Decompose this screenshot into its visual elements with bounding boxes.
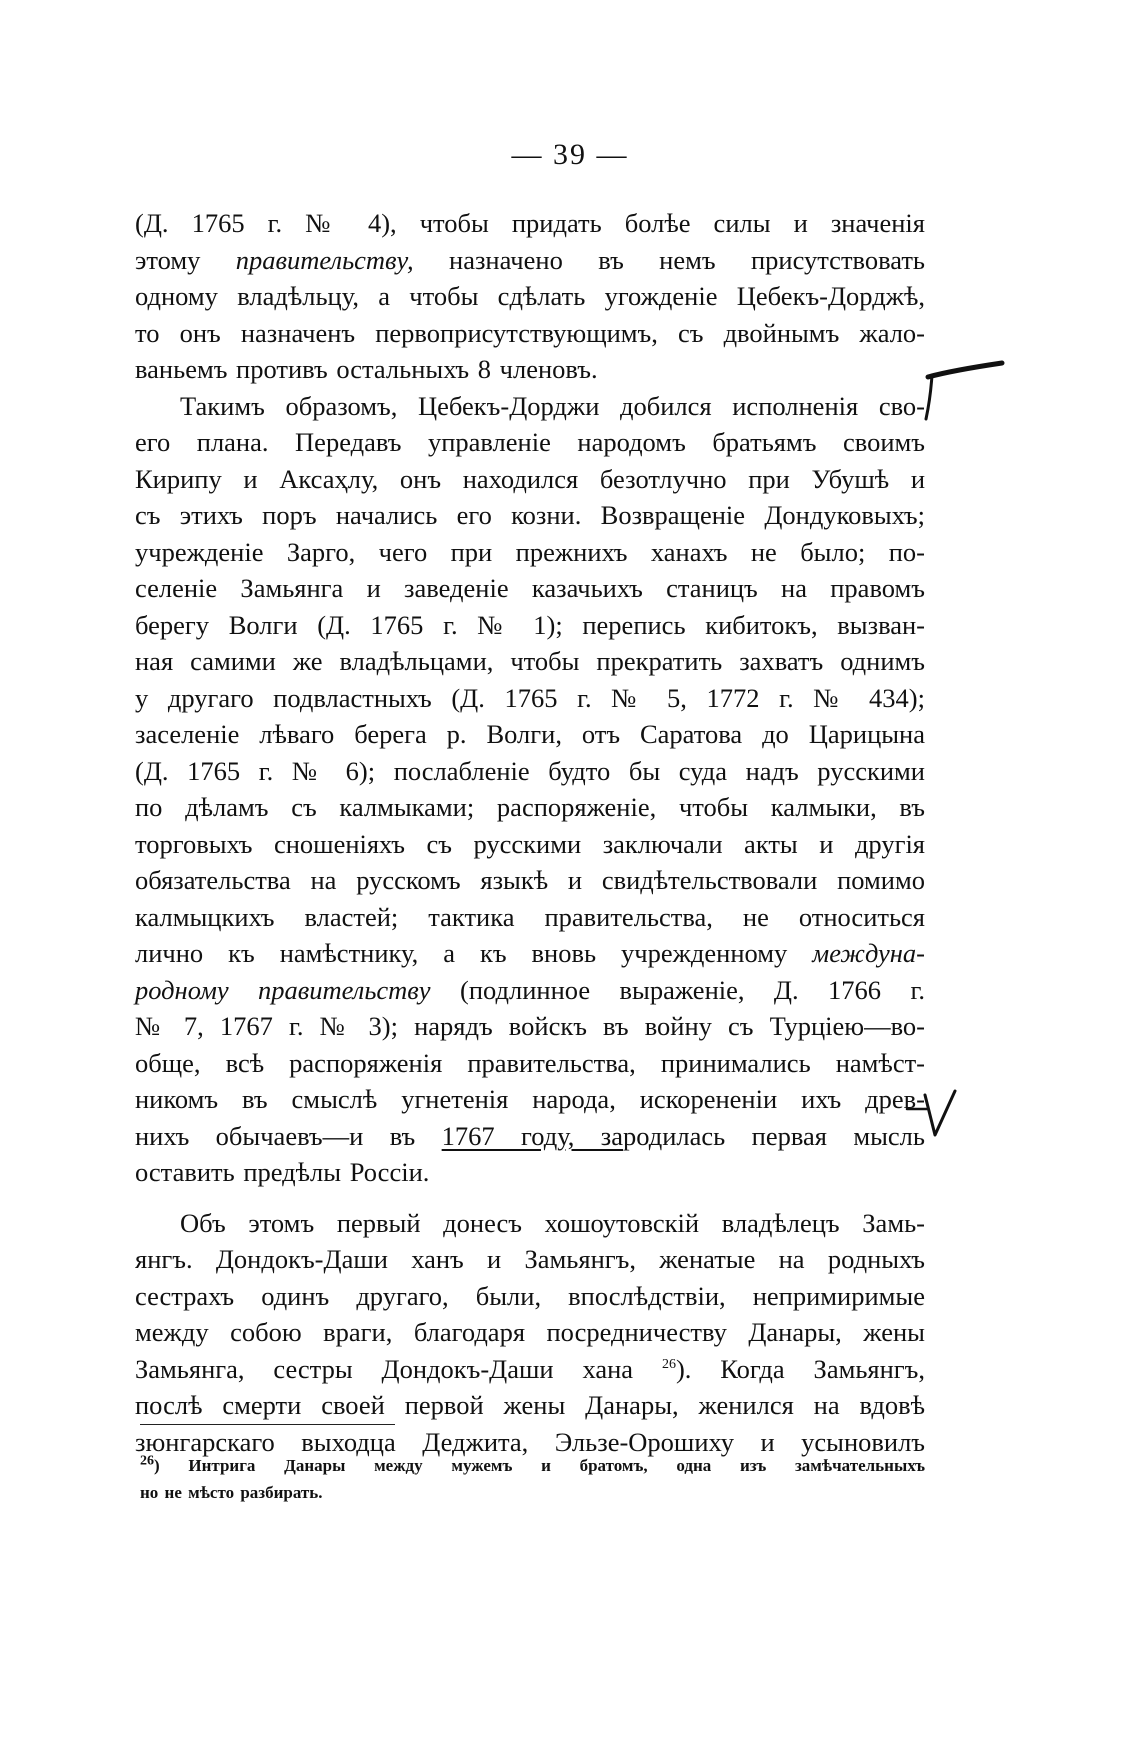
text-line: янгъ. Дондокъ-Даши ханъ и Замьянгъ, женатые на родныхъ bbox=[135, 1244, 925, 1274]
text-line: торговыхъ сношеніяхъ съ русскими заключали акты и другія bbox=[135, 828, 925, 859]
footnote-reference: 26 bbox=[661, 1356, 676, 1372]
text-line: ваньемъ противъ остальныхъ 8 членовъ. bbox=[135, 354, 598, 384]
italic-term: родному правительству bbox=[135, 974, 431, 1005]
text-line: берегу Волги (Д. 1765 г. № 1); перепись кибитокъ, вызван- bbox=[135, 609, 925, 640]
footnote-marker: 26 bbox=[140, 1453, 154, 1469]
page-number: — 39 — bbox=[511, 138, 629, 171]
footnote-line: $^{26}$) Интрига Данары между мужемъ и братомъ, одна изъ замѣчательныхъ bbox=[140, 1453, 925, 1475]
text-line: сестрахъ одинъ другаго, были, впослѣдствіи, непримиримые bbox=[135, 1280, 925, 1311]
text-line: послѣ смерти своей первой жены Данары, женился на вдовѣ bbox=[135, 1390, 925, 1420]
text-line: калмыцкихъ властей; тактика правительства, не относиться bbox=[135, 901, 925, 932]
italic-term: междуна- bbox=[812, 938, 925, 968]
text-line: обязательства на русскомъ языкѣ и свидѣтельствовали помимо bbox=[135, 865, 925, 895]
text-line: никомъ въ смыслѣ угнетенія народа, искорененіи ихъ древ- bbox=[135, 1084, 925, 1114]
footnote-divider bbox=[140, 1424, 395, 1425]
text-line: № 7, 1767 г. № 3); нарядъ войскъ въ войну съ Турціею—во- bbox=[135, 1011, 925, 1041]
text-line: ная самими же владѣльцами, чтобы прекратить захватъ однимъ bbox=[135, 646, 925, 676]
text-line: то онъ назначенъ первоприсутствующимъ, съ двойнымъ жало- bbox=[135, 317, 925, 348]
text-line: Кирипу и Аксаҳлу, онъ находился безотлучно при Убушѣ и bbox=[135, 463, 925, 494]
footnote-line: но не мѣсто разбирать. bbox=[140, 1483, 323, 1502]
text-line: его плана. Передавъ управленіе народомъ братьямъ своимъ bbox=[135, 427, 925, 457]
text-line: Объ этомъ первый донесъ хошоутовскій владѣлецъ Замь- bbox=[180, 1207, 925, 1238]
text-line: родному правительству (подлинное выраженіе, Д. 1766 г. bbox=[135, 974, 925, 1005]
text-line: по дѣламъ съ калмыками; распоряженіе, чтобы калмыки, въ bbox=[135, 792, 925, 822]
text-line: одному владѣльцу, а чтобы сдѣлать угожденіе Цебекъ-Дорджѣ, bbox=[135, 281, 925, 311]
text-line: между собою враги, благодаря посредничеству Данары, жены bbox=[135, 1317, 925, 1347]
text-line: этому правительству, назначено въ немъ присутствовать bbox=[135, 244, 926, 275]
text-line: лично къ намѣстнику, а къ вновь учрежденному междуна- bbox=[135, 938, 925, 968]
text-line: (Д. 1765 г. № 6); послабленіе будто бы суда надъ русскими bbox=[135, 755, 925, 786]
italic-term: правительству, bbox=[235, 244, 414, 275]
text-line: (Д. 1765 г. № 4), чтобы придать болѣе силы и значенія bbox=[135, 208, 925, 238]
text-line: селеніе Замьянга и заведеніе казачьихъ станицъ на правомъ bbox=[135, 573, 925, 603]
margin-bracket-mark bbox=[920, 355, 1010, 430]
text-line: учрежденіе Зарго, чего при прежнихъ ханахъ не было; по- bbox=[135, 536, 925, 567]
underlined-date: 1767 году, за bbox=[441, 1120, 624, 1151]
text-line: зюнгарскаго выходца Деджита, Эльзе-Орошиху и усыновилъ bbox=[135, 1426, 925, 1457]
text-line: нихъ обычаевъ—и въ 1767 году, зародилась первая мысль bbox=[135, 1120, 925, 1151]
margin-check-mark bbox=[905, 1085, 975, 1145]
footnote bbox=[140, 1452, 925, 1506]
text-line: съ этихъ поръ начались его козни. Возвращеніе Дондуковыхъ; bbox=[135, 500, 925, 530]
text-line: у другаго подвластныхъ (Д. 1765 г. № 5, 1772 г. № 434); bbox=[135, 682, 925, 713]
text-line: заселеніе лѣваго берега р. Волги, отъ Саратова до Царицына bbox=[135, 719, 925, 749]
text-line: обще, всѣ распоряженія правительства, принимались намѣст- bbox=[135, 1047, 925, 1078]
main-text bbox=[135, 205, 925, 1460]
text-line: Замьянга, сестры Дондокъ-Даши хана $^{26}$). Когда Замьянгъ, bbox=[135, 1353, 925, 1384]
text-line: Такимъ образомъ, Цебекъ-Дорджи добился исполненія сво- bbox=[180, 390, 925, 421]
text-line: оставить предѣлы Россіи. bbox=[135, 1157, 430, 1187]
